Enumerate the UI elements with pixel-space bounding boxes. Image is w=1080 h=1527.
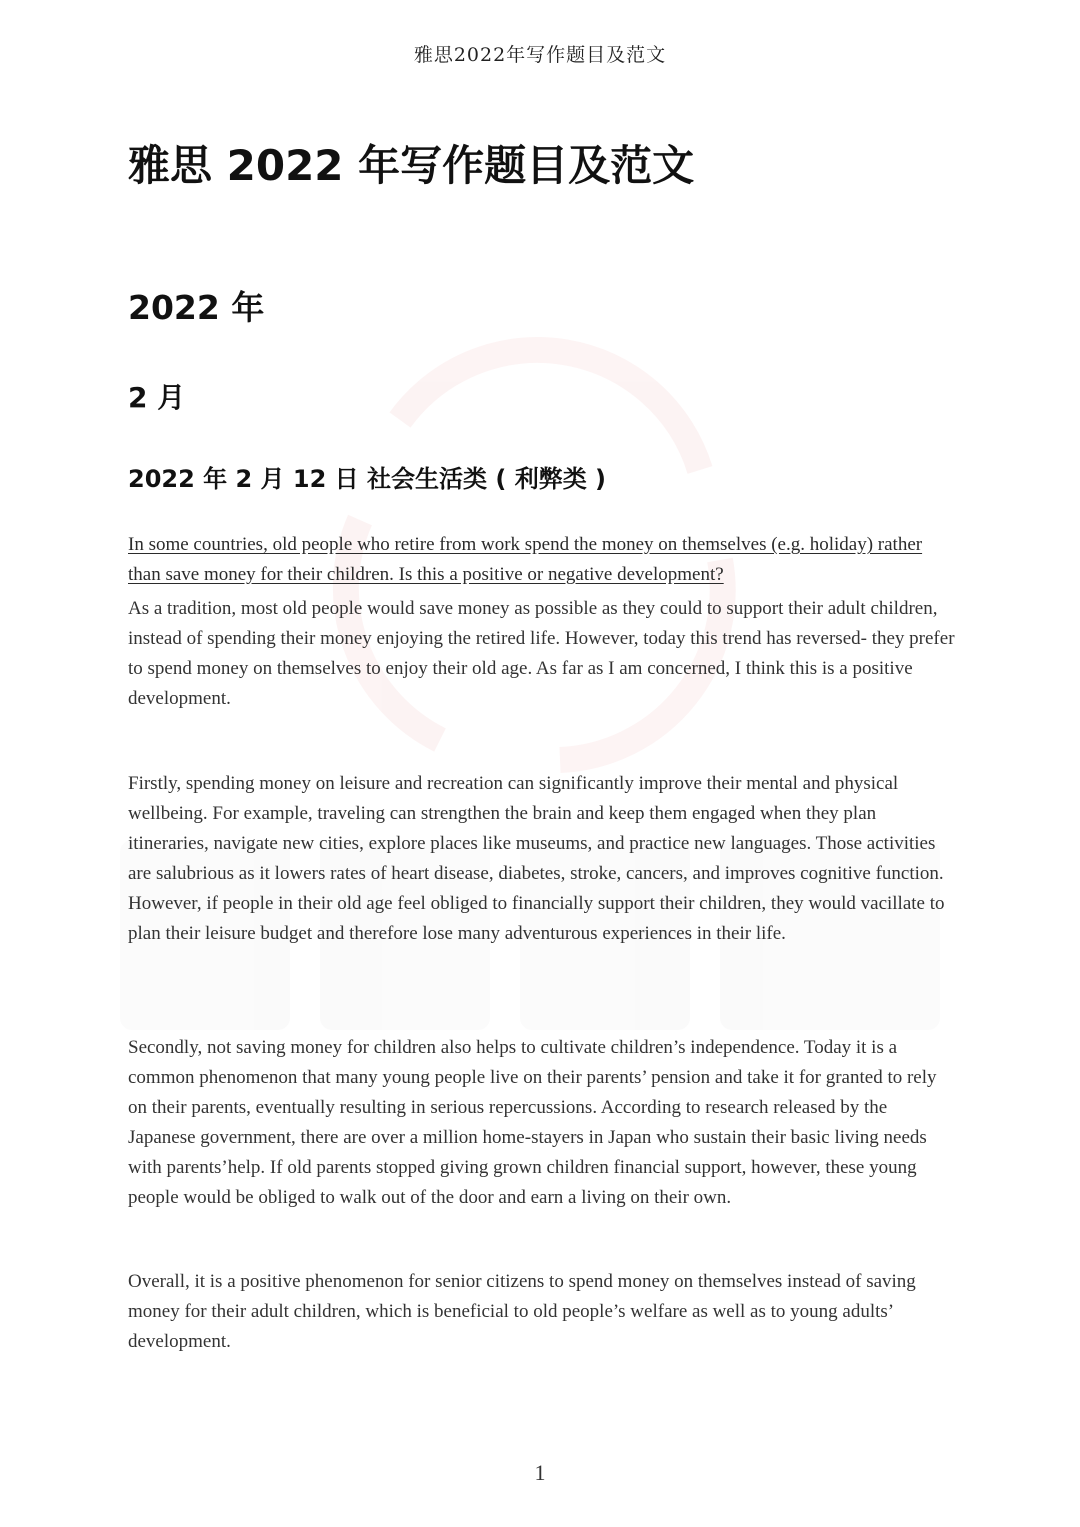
year-heading: 2022 年 <box>128 288 265 327</box>
month-heading: 2 月 <box>128 381 186 414</box>
page-number: 1 <box>534 1460 546 1485</box>
essay-paragraph-conclusion: Overall, it is a positive phenomenon for senior citizens to spend money on themselves instead of saving money for their adult children, which is beneficial to old people’s welfare as well as to young adults’ development. <box>128 1271 916 1352</box>
document-title: 雅思 2022 年写作题目及范文 <box>128 141 695 190</box>
entry-heading: 2022 年 2 月 12 日 社会生活类 ( 利弊类 ) <box>128 465 607 493</box>
essay-paragraph-intro: As a tradition, most old people would save money as possible as they could to support their adult children, instead of spending their money enjoying the retired life. However, today this trend has reversed- they prefer to spend money on themselves to enjoy their old age. As far as I am concerned, I think this is a positive development. <box>128 598 955 709</box>
running-header: 雅思2022年写作题目及范文 <box>413 44 667 66</box>
essay-paragraph-body-1: Firstly, spending money on leisure and recreation can significantly improve their mental and physical wellbeing. For example, traveling can strengthen the brain and keep them engaged when they plan itineraries, navigate new cities, explore places like museums, and practice new languages. Those activities are salubrious as it lowers rates of heart disease, diabetes, stroke, cancers, and improves cognitive function. However, if people in their old age feel obliged to financially support their children, they would vacillate to plan their leisure budget and therefore lose many adventurous experiences in their life. <box>128 773 945 944</box>
essay-question: In some countries, old people who retire from work spend the money on themselves (e.g. holiday) rather than save money for their children. Is this a positive or negative development? <box>128 534 923 585</box>
essay-paragraph-body-2: Secondly, not saving money for children also helps to cultivate children’s independence. Today it is a common phenomenon that many young people live on their parents’ pension and take it for granted to rely on their parents, eventually resulting in serious repercussions. According to research released by the Japanese government, there are over a million home-stayers in Japan who sustain their basic living needs with parents’help. If old parents stopped giving grown children financial support, however, these young people would be obliged to walk out of the door and earn a living on their own. <box>128 1037 937 1208</box>
